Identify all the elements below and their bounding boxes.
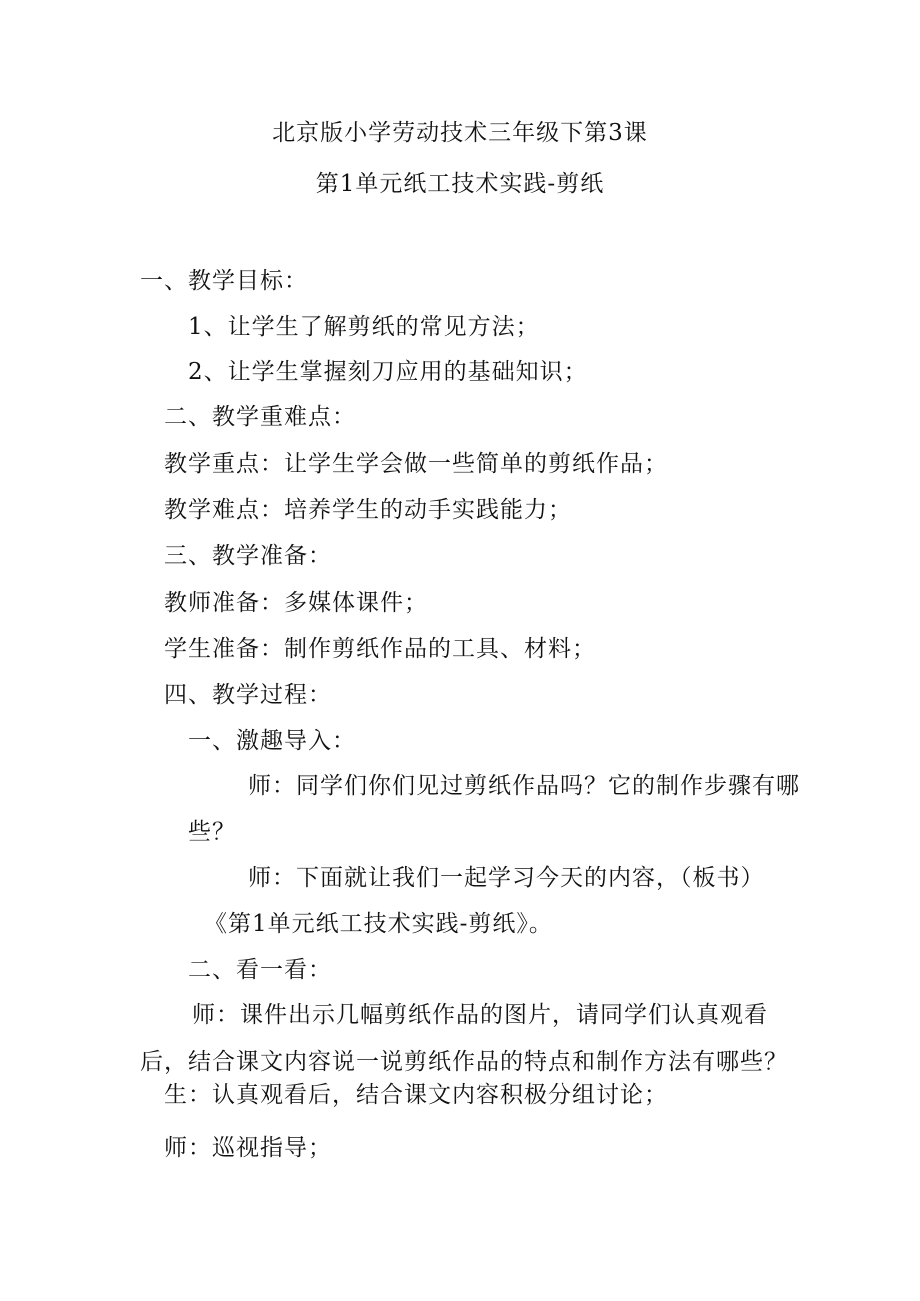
subsection-heading-intro: 一、激趣导入： [188,728,356,754]
objective-item-1: 1、让学生了解剪纸的常见方法； [188,314,540,340]
teacher-preparation-line: 教师准备：多媒体课件； [164,590,428,616]
paragraph-line: 师：巡视指导； [164,1135,332,1161]
paragraph-line: 师：同学们你们见过剪纸作品吗？它的制作步骤有哪 [248,773,800,799]
difficulty-line: 教学难点：培养学生的动手实践能力； [164,497,572,523]
section-heading-process: 四、教学过程： [164,682,332,708]
subsection-heading-look: 二、看一看： [188,957,332,983]
section-heading-objectives: 一、教学目标： [140,268,308,294]
document-title: 北京版小学劳动技术三年级下第3课 [272,120,648,146]
objective-item-2: 2、让学生掌握刻刀应用的基础知识； [188,359,588,385]
paragraph-line: 些？ [188,819,236,845]
student-preparation-line: 学生准备：制作剪纸作品的工具、材料； [164,636,596,662]
paragraph-line: 师：下面就让我们一起学习今天的内容，（板书） [248,865,765,891]
key-point-line: 教学重点：让学生学会做一些简单的剪纸作品； [164,451,668,477]
paragraph-line: 后，结合课文内容说一说剪纸作品的特点和制作方法有哪些？ [140,1049,788,1075]
document-subtitle: 第1单元纸工技术实践-剪纸 [315,171,605,197]
paragraph-line: 《第1单元纸工技术实践-剪纸》。 [204,911,553,937]
section-heading-key-points: 二、教学重难点： [164,404,356,430]
paragraph-line: 师：课件出示几幅剪纸作品的图片，请同学们认真观看 [192,1002,768,1028]
section-heading-preparation: 三、教学准备： [164,543,332,569]
paragraph-line: 生：认真观看后，结合课文内容积极分组讨论； [164,1082,668,1108]
